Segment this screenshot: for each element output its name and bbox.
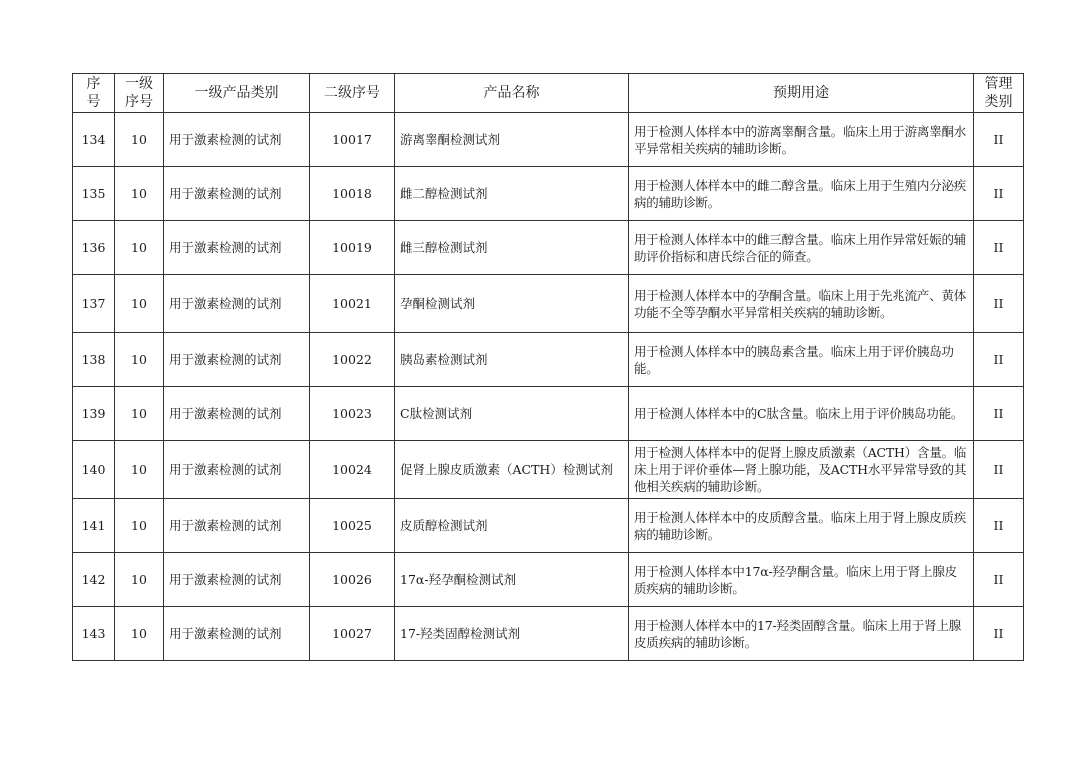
cell-seq: 141: [73, 499, 115, 553]
cell-level1-category: 用于激素检测的试剂: [164, 387, 310, 441]
cell-product-name: 游离睾酮检测试剂: [395, 113, 629, 167]
cell-level2-seq: 10025: [310, 499, 395, 553]
cell-level1-seq: 10: [115, 607, 164, 661]
cell-level2-seq: 10026: [310, 553, 395, 607]
table-row: [73, 387, 1024, 441]
table-row: [73, 113, 1024, 167]
cell-level1-seq: 10: [115, 275, 164, 333]
cell-level2-seq: 10027: [310, 607, 395, 661]
cell-level1-category: 用于激素检测的试剂: [164, 553, 310, 607]
table-row: [73, 441, 1024, 499]
cell-seq: 137: [73, 275, 115, 333]
cell-product-name: 孕酮检测试剂: [395, 275, 629, 333]
cell-product-name: 皮质醇检测试剂: [395, 499, 629, 553]
cell-level1-category: 用于激素检测的试剂: [164, 441, 310, 499]
cell-management-class: II: [974, 607, 1024, 661]
cell-level1-seq: 10: [115, 167, 164, 221]
cell-intended-use: 用于检测人体样本中的游离睾酮含量。临床上用于游离睾酮水平异常相关疾病的辅助诊断。: [629, 113, 974, 167]
cell-level2-seq: 10022: [310, 333, 395, 387]
cell-product-name: 17-羟类固醇检测试剂: [395, 607, 629, 661]
cell-intended-use: 用于检测人体样本中的孕酮含量。临床上用于先兆流产、黄体功能不全等孕酮水平异常相关疾病的辅助诊断。: [629, 275, 974, 333]
header-seq: [73, 74, 115, 113]
cell-level2-seq: 10019: [310, 221, 395, 275]
cell-intended-use: 用于检测人体样本中17α-羟孕酮含量。临床上用于肾上腺皮质疾病的辅助诊断。: [629, 553, 974, 607]
cell-management-class: II: [974, 441, 1024, 499]
cell-intended-use: 用于检测人体样本中的促肾上腺皮质激素（ACTH）含量。临床上用于评价垂体—肾上腺功能，及ACTH水平异常导致的其他相关疾病的辅助诊断。: [629, 441, 974, 499]
cell-seq: 140: [73, 441, 115, 499]
header-level1-seq-line1: 一级: [125, 76, 153, 92]
cell-management-class: II: [974, 167, 1024, 221]
cell-management-class: II: [974, 333, 1024, 387]
cell-intended-use: 用于检测人体样本中的皮质醇含量。临床上用于肾上腺皮质疾病的辅助诊断。: [629, 499, 974, 553]
table-row: [73, 275, 1024, 333]
table-row: [73, 221, 1024, 275]
product-catalog-table: [72, 73, 1024, 661]
cell-level2-seq: 10018: [310, 167, 395, 221]
table-row: [73, 499, 1024, 553]
cell-management-class: II: [974, 553, 1024, 607]
cell-intended-use: 用于检测人体样本中的C肽含量。临床上用于评价胰岛功能。: [629, 387, 974, 441]
cell-intended-use: 用于检测人体样本中的雌二醇含量。临床上用于生殖内分泌疾病的辅助诊断。: [629, 167, 974, 221]
cell-product-name: 雌二醇检测试剂: [395, 167, 629, 221]
cell-seq: 135: [73, 167, 115, 221]
cell-level1-seq: 10: [115, 553, 164, 607]
cell-product-name: 雌三醇检测试剂: [395, 221, 629, 275]
header-seq-line2: 号: [86, 94, 101, 110]
cell-intended-use: 用于检测人体样本中的17-羟类固醇含量。临床上用于肾上腺皮质疾病的辅助诊断。: [629, 607, 974, 661]
cell-management-class: II: [974, 113, 1024, 167]
cell-product-name: C肽检测试剂: [395, 387, 629, 441]
cell-level1-category: 用于激素检测的试剂: [164, 221, 310, 275]
cell-level1-category: 用于激素检测的试剂: [164, 275, 310, 333]
cell-level2-seq: 10021: [310, 275, 395, 333]
header-intended-use: 预期用途: [629, 74, 974, 113]
cell-seq: 134: [73, 113, 115, 167]
header-management-class-line2: 类别: [984, 94, 1013, 110]
table-row: [73, 553, 1024, 607]
cell-intended-use: 用于检测人体样本中的胰岛素含量。临床上用于评价胰岛功能。: [629, 333, 974, 387]
cell-level1-seq: 10: [115, 333, 164, 387]
cell-management-class: II: [974, 275, 1024, 333]
header-level1-seq-line2: 序号: [125, 94, 153, 110]
header-level1-category: 一级产品类别: [164, 74, 310, 113]
header-management-class: [974, 74, 1024, 113]
cell-level1-category: 用于激素检测的试剂: [164, 333, 310, 387]
table-row: [73, 607, 1024, 661]
header-management-class-line1: 管理: [984, 76, 1013, 92]
table-row: [73, 333, 1024, 387]
cell-level1-category: 用于激素检测的试剂: [164, 607, 310, 661]
cell-seq: 139: [73, 387, 115, 441]
cell-product-name: 17α-羟孕酮检测试剂: [395, 553, 629, 607]
cell-level1-category: 用于激素检测的试剂: [164, 499, 310, 553]
cell-seq: 138: [73, 333, 115, 387]
cell-level2-seq: 10023: [310, 387, 395, 441]
cell-seq: 136: [73, 221, 115, 275]
cell-seq: 142: [73, 553, 115, 607]
cell-level1-category: 用于激素检测的试剂: [164, 167, 310, 221]
cell-level1-seq: 10: [115, 221, 164, 275]
cell-level1-seq: 10: [115, 113, 164, 167]
cell-seq: 143: [73, 607, 115, 661]
cell-level1-seq: 10: [115, 441, 164, 499]
header-product-name: 产品名称: [395, 74, 629, 113]
cell-management-class: II: [974, 387, 1024, 441]
cell-intended-use: 用于检测人体样本中的雌三醇含量。临床上用作异常妊娠的辅助评价指标和唐氏综合征的筛查。: [629, 221, 974, 275]
cell-product-name: 胰岛素检测试剂: [395, 333, 629, 387]
cell-level2-seq: 10017: [310, 113, 395, 167]
cell-level1-seq: 10: [115, 499, 164, 553]
table-header-row: [73, 74, 1024, 113]
header-level1-seq: [115, 74, 164, 113]
header-level2-seq: 二级序号: [310, 74, 395, 113]
table-row: [73, 167, 1024, 221]
cell-level2-seq: 10024: [310, 441, 395, 499]
cell-product-name: 促肾上腺皮质激素（ACTH）检测试剂: [395, 441, 629, 499]
cell-level1-seq: 10: [115, 387, 164, 441]
cell-management-class: II: [974, 221, 1024, 275]
cell-level1-category: 用于激素检测的试剂: [164, 113, 310, 167]
cell-management-class: II: [974, 499, 1024, 553]
header-seq-line1: 序: [86, 76, 101, 92]
